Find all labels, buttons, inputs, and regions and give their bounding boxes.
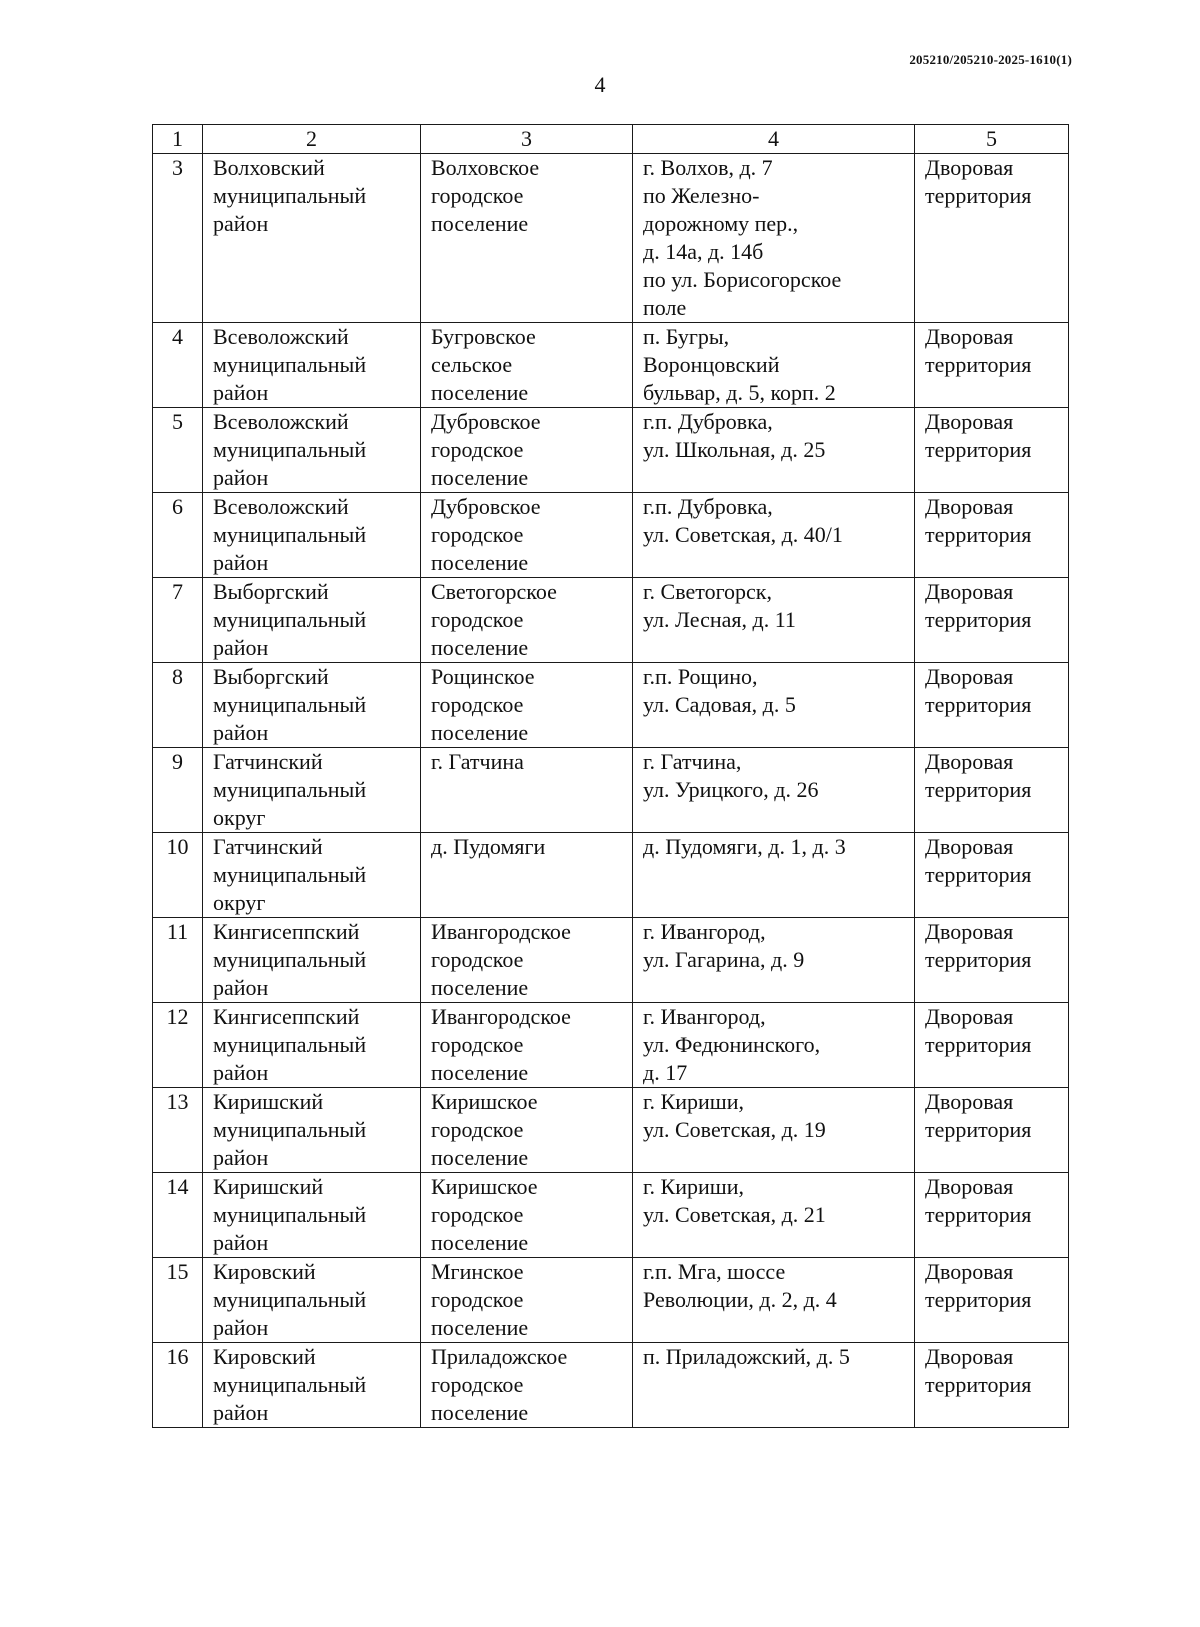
- district-cell: Кингисеппский муниципальный район: [203, 918, 421, 1003]
- district-cell: Волховский муниципальный район: [203, 154, 421, 323]
- column-header: 5: [915, 125, 1069, 154]
- territory-type-cell: Дворовая территория: [915, 154, 1069, 323]
- table-row: [153, 1173, 1069, 1258]
- document-id: 205210/205210-2025-1610(1): [909, 52, 1072, 67]
- row-number-cell: 8: [153, 663, 203, 748]
- table-body: [153, 154, 1069, 1428]
- settlement-cell: Бугровское сельское поселение: [421, 323, 633, 408]
- settlement-cell: Мгинское городское поселение: [421, 1258, 633, 1343]
- address-cell: г. Светогорск, ул. Лесная, д. 11: [633, 578, 915, 663]
- settlement-cell: Волховское городское поселение: [421, 154, 633, 323]
- column-header: 2: [203, 125, 421, 154]
- address-cell: г. Ивангород, ул. Гагарина, д. 9: [633, 918, 915, 1003]
- row-number-cell: 9: [153, 748, 203, 833]
- territory-type-cell: Дворовая территория: [915, 578, 1069, 663]
- territory-type-cell: Дворовая территория: [915, 918, 1069, 1003]
- row-number-cell: 14: [153, 1173, 203, 1258]
- row-number-cell: 10: [153, 833, 203, 918]
- page-number: 4: [594, 72, 606, 97]
- table-row: [153, 1343, 1069, 1428]
- territory-type-cell: Дворовая территория: [915, 493, 1069, 578]
- settlement-cell: Светогорское городское поселение: [421, 578, 633, 663]
- row-number-cell: 12: [153, 1003, 203, 1088]
- table-row: [153, 1003, 1069, 1088]
- settlement-cell: Приладожское городское поселение: [421, 1343, 633, 1428]
- column-header: 4: [633, 125, 915, 154]
- table-row: [153, 493, 1069, 578]
- row-number-cell: 16: [153, 1343, 203, 1428]
- district-cell: Кировский муниципальный район: [203, 1258, 421, 1343]
- column-header: 3: [421, 125, 633, 154]
- district-cell: Всеволожский муниципальный район: [203, 408, 421, 493]
- territory-type-cell: Дворовая территория: [915, 1343, 1069, 1428]
- table-row: [153, 154, 1069, 323]
- settlement-cell: Дубровское городское поселение: [421, 408, 633, 493]
- table-row: [153, 663, 1069, 748]
- district-cell: Кингисеппский муниципальный район: [203, 1003, 421, 1088]
- table-header-row: [153, 125, 1069, 154]
- territory-type-cell: Дворовая территория: [915, 663, 1069, 748]
- row-number-cell: 6: [153, 493, 203, 578]
- territory-type-cell: Дворовая территория: [915, 1088, 1069, 1173]
- column-header: 1: [153, 125, 203, 154]
- address-cell: п. Приладожский, д. 5: [633, 1343, 915, 1428]
- table-row: [153, 748, 1069, 833]
- territory-type-cell: Дворовая территория: [915, 408, 1069, 493]
- district-cell: Кировский муниципальный район: [203, 1343, 421, 1428]
- address-cell: г.п. Рощино, ул. Садовая, д. 5: [633, 663, 915, 748]
- territory-table: [152, 124, 1069, 1428]
- address-cell: г.п. Дубровка, ул. Советская, д. 40/1: [633, 493, 915, 578]
- settlement-cell: Ивангородское городское поселение: [421, 1003, 633, 1088]
- table-row: [153, 323, 1069, 408]
- address-cell: г. Кириши, ул. Советская, д. 19: [633, 1088, 915, 1173]
- row-number-cell: 15: [153, 1258, 203, 1343]
- address-cell: д. Пудомяги, д. 1, д. 3: [633, 833, 915, 918]
- settlement-cell: Киришское городское поселение: [421, 1088, 633, 1173]
- settlement-cell: д. Пудомяги: [421, 833, 633, 918]
- address-cell: г. Гатчина, ул. Урицкого, д. 26: [633, 748, 915, 833]
- address-cell: г.п. Мга, шоссе Революции, д. 2, д. 4: [633, 1258, 915, 1343]
- row-number-cell: 3: [153, 154, 203, 323]
- territory-type-cell: Дворовая территория: [915, 748, 1069, 833]
- district-cell: Гатчинский муниципальный округ: [203, 748, 421, 833]
- territory-type-cell: Дворовая территория: [915, 323, 1069, 408]
- address-cell: г. Ивангород, ул. Федюнинского, д. 17: [633, 1003, 915, 1088]
- row-number-cell: 4: [153, 323, 203, 408]
- address-cell: г. Кириши, ул. Советская, д. 21: [633, 1173, 915, 1258]
- settlement-cell: Дубровское городское поселение: [421, 493, 633, 578]
- territory-type-cell: Дворовая территория: [915, 833, 1069, 918]
- district-cell: Всеволожский муниципальный район: [203, 323, 421, 408]
- row-number-cell: 11: [153, 918, 203, 1003]
- territory-type-cell: Дворовая территория: [915, 1173, 1069, 1258]
- row-number-cell: 13: [153, 1088, 203, 1173]
- settlement-cell: г. Гатчина: [421, 748, 633, 833]
- row-number-cell: 5: [153, 408, 203, 493]
- row-number-cell: 7: [153, 578, 203, 663]
- table-row: [153, 833, 1069, 918]
- district-cell: Киришский муниципальный район: [203, 1088, 421, 1173]
- district-cell: Выборгский муниципальный район: [203, 663, 421, 748]
- district-cell: Киришский муниципальный район: [203, 1173, 421, 1258]
- table-row: [153, 1258, 1069, 1343]
- district-cell: Гатчинский муниципальный округ: [203, 833, 421, 918]
- district-cell: Всеволожский муниципальный район: [203, 493, 421, 578]
- table-row: [153, 408, 1069, 493]
- settlement-cell: Ивангородское городское поселение: [421, 918, 633, 1003]
- address-cell: г. Волхов, д. 7 по Железно- дорожному пер., д. 14а, д. 14б по ул. Борисогорское поле: [633, 154, 915, 323]
- table-row: [153, 578, 1069, 663]
- territory-type-cell: Дворовая территория: [915, 1258, 1069, 1343]
- address-cell: п. Бугры, Воронцовский бульвар, д. 5, корп. 2: [633, 323, 915, 408]
- settlement-cell: Рощинское городское поселение: [421, 663, 633, 748]
- table-row: [153, 1088, 1069, 1173]
- table-row: [153, 918, 1069, 1003]
- district-cell: Выборгский муниципальный район: [203, 578, 421, 663]
- address-cell: г.п. Дубровка, ул. Школьная, д. 25: [633, 408, 915, 493]
- settlement-cell: Киришское городское поселение: [421, 1173, 633, 1258]
- territory-type-cell: Дворовая территория: [915, 1003, 1069, 1088]
